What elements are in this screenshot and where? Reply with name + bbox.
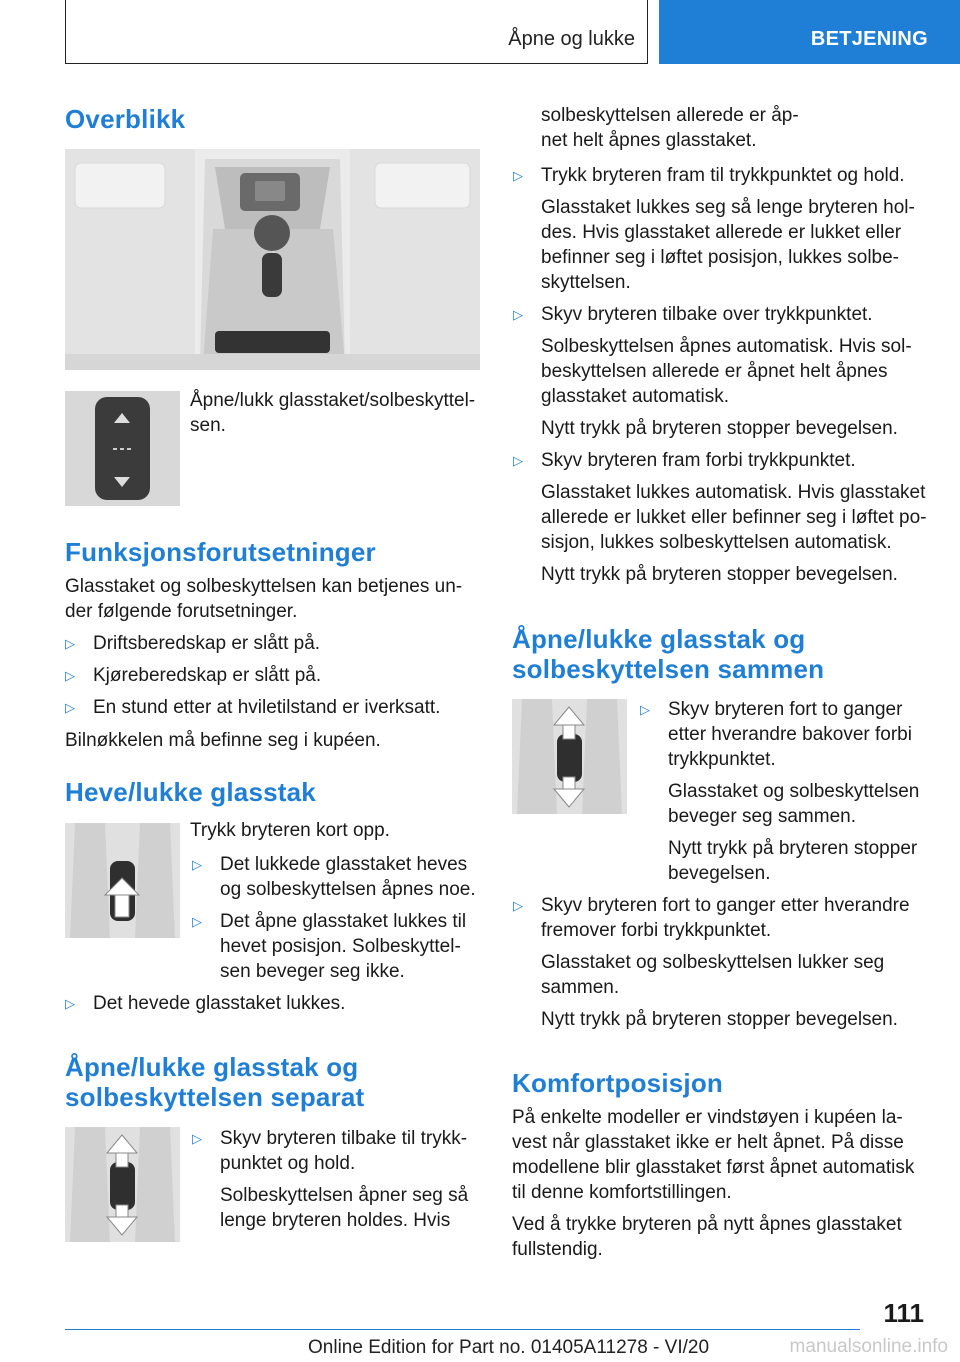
b1-line-3: trykkpunktet.	[668, 749, 776, 770]
bullet-triangle-icon: ▷	[192, 914, 202, 929]
together-heading-line-1: Åpne/lukke glasstak og	[512, 624, 806, 654]
b1-sub-3: Nytt trykk på bryteren stopper	[668, 838, 918, 859]
raise-item-1-line-2: og solbeskyttelsen åpnes noe.	[220, 879, 476, 900]
separate-heading-line-2: solbeskyttelsen separat	[65, 1082, 365, 1112]
bullet-triangle-icon: ▷	[513, 168, 523, 183]
bullet-triangle-icon: ▷	[65, 700, 75, 715]
footer-rule	[65, 1329, 860, 1330]
raise-item-2-line-3: sen beveger seg ikke.	[220, 961, 405, 982]
bullet-triangle-icon: ▷	[640, 702, 650, 717]
switch-updown-image-1	[65, 1127, 180, 1242]
a1-sub-4: skyttelsen.	[541, 272, 631, 293]
section-title: Åpne og lukke	[508, 28, 635, 50]
sep-sub-line-2: lenge bryteren holdes. Hvis	[220, 1210, 451, 1231]
a3-sub-1: Glasstaket lukkes automatisk. Hvis glasstaket	[541, 482, 926, 503]
b2-line-2: fremover forbi trykkpunktet.	[541, 920, 772, 941]
a3-sub-4: Nytt trykk på bryteren stopper bevegelsen.	[541, 564, 898, 585]
sep-item-line-2: punktet og hold.	[220, 1153, 356, 1174]
bullet-triangle-icon: ▷	[513, 307, 523, 322]
raise-item-3: Det hevede glasstaket lukkes.	[93, 993, 346, 1014]
overview-heading: Overblikk	[65, 104, 186, 134]
comfort-line-5: Ved å trykke bryteren på nytt åpnes glasstaket	[512, 1214, 902, 1235]
chapter-tab: BETJENING	[659, 0, 960, 64]
b1-sub-4: bevegelsen.	[668, 863, 771, 884]
bullet-triangle-icon: ▷	[65, 668, 75, 683]
a3-sub-3: sisjon, lukkes solbeskyttelsen automatisk.	[541, 532, 892, 553]
a2-item: Skyv bryteren tilbake over trykkpunktet.	[541, 304, 873, 325]
bullet-triangle-icon: ▷	[65, 996, 75, 1011]
continued-line-1: solbeskyttelsen allerede er åp-	[541, 105, 799, 126]
bullet-triangle-icon: ▷	[513, 898, 523, 913]
switch-up-image	[65, 823, 180, 938]
functional-requirements-heading: Funksjonsforutsetninger	[65, 537, 376, 567]
b2-line-1: Skyv bryteren fort to ganger etter hverandre	[541, 895, 910, 916]
a1-item: Trykk bryteren fram til trykkpunktet og hold.	[541, 165, 905, 186]
b1-sub-2: beveger seg sammen.	[668, 806, 856, 827]
raise-item-2-line-2: hevet posisjon. Solbeskyttel-	[220, 936, 461, 957]
bullet-triangle-icon: ▷	[513, 453, 523, 468]
a3-sub-2: allerede er lukket eller befinner seg i løftet po-	[541, 507, 927, 528]
switch-updown-image-2	[512, 699, 627, 814]
bullet-triangle-icon: ▷	[192, 857, 202, 872]
b2-sub-3: Nytt trykk på bryteren stopper bevegelsen.	[541, 1009, 898, 1030]
a1-sub-3: befinner seg i løftet posisjon, lukkes solbe-	[541, 247, 900, 268]
a2-sub-3: glasstaket automatisk.	[541, 386, 729, 407]
func-item: En stund etter at hviletilstand er iverksatt.	[93, 697, 441, 718]
a1-sub-1: Glasstaket lukkes seg så lenge bryteren hol-	[541, 197, 915, 218]
a2-sub-4: Nytt trykk på bryteren stopper bevegelsen.	[541, 418, 898, 439]
func-item: Kjøreberedskap er slått på.	[93, 665, 322, 686]
comfort-heading: Komfortposisjon	[512, 1068, 723, 1098]
b1-sub-1: Glasstaket og solbeskyttelsen	[668, 781, 920, 802]
a1-sub-2: des. Hvis glasstaket allerede er lukket eller	[541, 222, 902, 243]
comfort-line-1: På enkelte modeller er vindstøyen i kupéen la-	[512, 1107, 903, 1128]
switch-closeup-image	[65, 391, 180, 506]
func-paragraph-line-1: Glasstaket og solbeskyttelsen kan betjenes un-	[65, 576, 463, 597]
switch-caption-line-1: Åpne/lukk glasstaket/solbeskyttel-	[190, 390, 476, 411]
roof-console-image	[65, 149, 480, 370]
raise-intro: Trykk bryteren kort opp.	[190, 820, 390, 841]
comfort-line-6: fullstendig.	[512, 1239, 603, 1260]
func-note: Bilnøkkelen må befinne seg i kupéen.	[65, 730, 381, 751]
bullet-triangle-icon: ▷	[65, 636, 75, 651]
b1-line-1: Skyv bryteren fort to ganger	[668, 699, 903, 720]
sep-sub-line-1: Solbeskyttelsen åpner seg så	[220, 1185, 469, 1206]
a2-sub-2: beskyttelsen allerede er åpnet helt åpnes	[541, 361, 888, 382]
sep-item-line-1: Skyv bryteren tilbake til trykk-	[220, 1128, 468, 1149]
raise-close-heading: Heve/lukke glasstak	[65, 777, 316, 807]
bullet-triangle-icon: ▷	[192, 1131, 202, 1146]
continued-line-2: net helt åpnes glasstaket.	[541, 130, 757, 151]
b1-line-2: etter hverandre bakover forbi	[668, 724, 912, 745]
func-paragraph-line-2: der følgende forutsetninger.	[65, 601, 298, 622]
watermark: manualsonline.info	[789, 1336, 948, 1357]
comfort-line-3: modellene blir glasstaket først åpnet automatisk	[512, 1157, 915, 1178]
comfort-line-4: til denne komfortstillingen.	[512, 1182, 732, 1203]
separate-heading-line-1: Åpne/lukke glasstak og	[65, 1052, 359, 1082]
b2-sub-2: sammen.	[541, 977, 620, 998]
switch-caption-line-2: sen.	[190, 415, 226, 436]
raise-item-2-line-1: Det åpne glasstaket lukkes til	[220, 911, 467, 932]
page-number: 111	[883, 1298, 924, 1328]
comfort-line-2: vest når glasstaket ikke er helt åpnet. På disse	[512, 1132, 904, 1153]
edition-footer: Online Edition for Part no. 01405A11278 - VI/20	[308, 1337, 710, 1358]
raise-item-1-line-1: Det lukkede glasstaket heves	[220, 854, 468, 875]
func-item: Driftsberedskap er slått på.	[93, 633, 321, 654]
b2-sub-1: Glasstaket og solbeskyttelsen lukker seg	[541, 952, 885, 973]
a2-sub-1: Solbeskyttelsen åpnes automatisk. Hvis sol-	[541, 336, 912, 357]
a3-item: Skyv bryteren fram forbi trykkpunktet.	[541, 450, 856, 471]
together-heading-line-2: solbeskyttelsen sammen	[512, 654, 825, 684]
